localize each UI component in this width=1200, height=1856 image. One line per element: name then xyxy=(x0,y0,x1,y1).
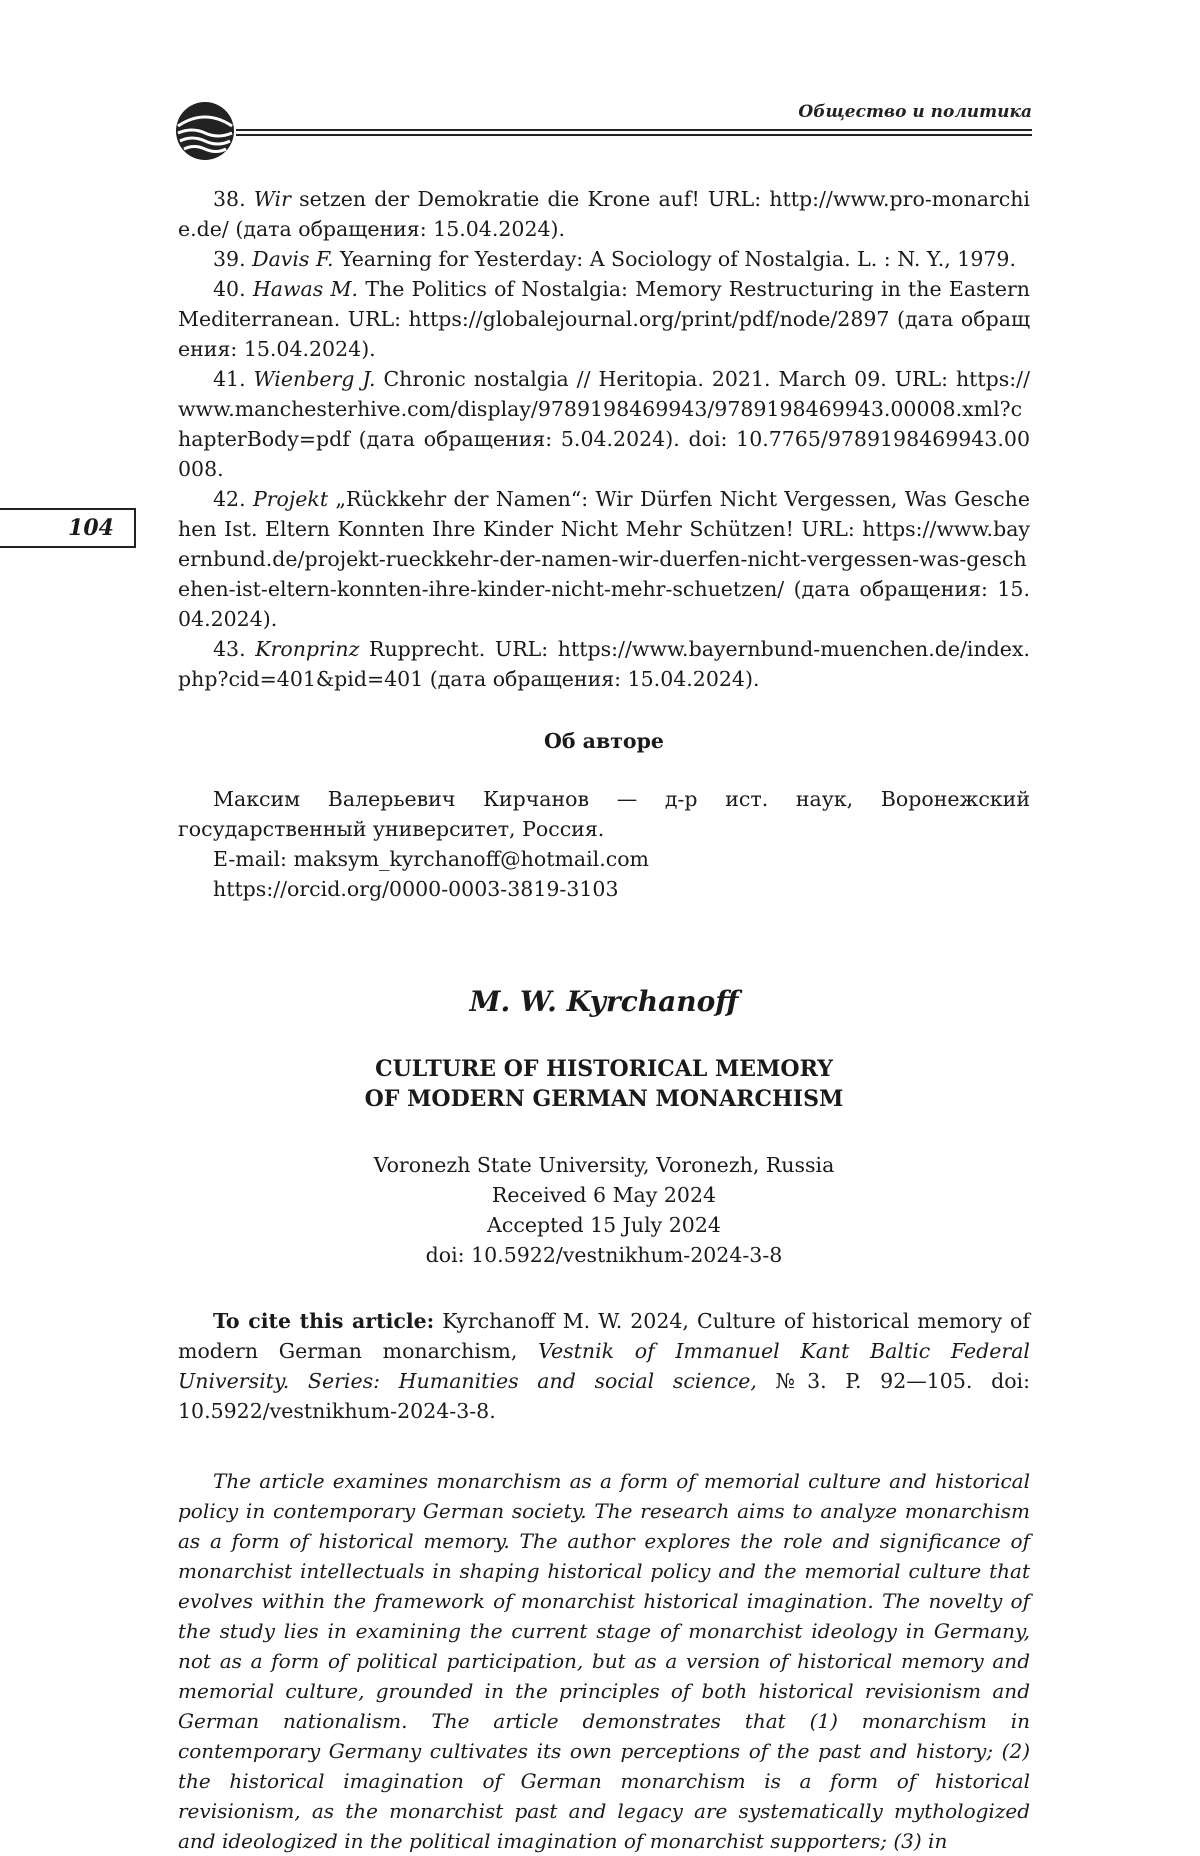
section-title: Общество и политика xyxy=(798,102,1032,122)
about-author-heading: Об авторе xyxy=(544,729,664,753)
reference-item: 39. Davis F. Yearning for Yesterday: A Sociology of Nostalgia. L. : N. Y., 1979. xyxy=(213,247,1016,271)
journal-logo-icon xyxy=(174,100,236,162)
reference-item: 41. Wienberg J. Chronic nostalgia // Heritopia. 2021. March 09. URL: https://www.manchesterhive.com/display/9789198469943/9789198469943.00008.xml?chapterBody=pdf (дата обращения: 5.04.2024). doi: 10.7765/9789198469943.00008. xyxy=(178,367,1030,481)
author-email: E-mail: maksym_kyrchanoff@hotmail.com xyxy=(213,847,649,871)
header-rule xyxy=(236,129,1032,131)
page-number: 104 xyxy=(0,508,136,548)
header-rule xyxy=(236,134,1032,136)
doi: doi: 10.5922/vestnikhum-2024-3-8 xyxy=(425,1243,783,1267)
reference-item: 43. Kronprinz Rupprecht. URL: https://www.bayernbund-muenchen.de/index.php?cid=401&pid=401 (дата обращения: 15.04.2024). xyxy=(178,637,1030,691)
reference-list xyxy=(178,184,1030,694)
author-bio: Максим Валерьевич Кирчанов — д-р ист. наук, Воронежский государственный университет, Россия. xyxy=(178,787,1030,841)
article-title: CULTURE OF HISTORICAL MEMORY OF MODERN GERMAN MONARCHISM xyxy=(364,1056,844,1112)
main-content xyxy=(178,184,1030,1856)
article-meta xyxy=(178,1150,1030,1270)
article-author: M. W. Kyrchanoff xyxy=(469,985,739,1018)
affiliation: Voronezh State University, Voronezh, Russia xyxy=(373,1153,835,1177)
accepted-date: Accepted 15 July 2024 xyxy=(487,1213,721,1237)
reference-item: 40. Hawas M. The Politics of Nostalgia: Memory Restructuring in the Eastern Mediterranean. URL: https://globalejournal.org/print/pdf/node/2897 (дата обращения: 15.04.2024). xyxy=(178,277,1030,361)
author-orcid: https://orcid.org/0000-0003-3819-3103 xyxy=(213,877,619,901)
abstract: The article examines monarchism as a form of memorial culture and historical policy in contemporary German society. The research aims to analyze monarchism as a form of historical memory. The author explores the role and significance of monarchist intellectuals in shaping historical policy and the memorial culture that evolves within the framework of monarchist historical imagination. The novelty of the study lies in examining the current stage of monarchist ideology in Germany, not as a form of political participation, but as a version of historical memory and memorial culture, grounded in the principles of both historical revisionism and German nationalism. The article demonstrates that (1) monarchism in contemporary Germany cultivates its own perceptions of the past and history; (2) the historical imagination of German monarchism is a form of historical revisionism, as the monarchist past and legacy are systematically mythologized and ideologized in the political imagination of monarchist supporters; (3) in xyxy=(178,1469,1030,1853)
received-date: Received 6 May 2024 xyxy=(491,1183,717,1207)
reference-item: 38. Wir setzen der Demokratie die Krone auf! URL: http://www.pro-monarchie.de/ (дата обращения: 15.04.2024). xyxy=(178,187,1030,241)
citation: To cite this article: Kyrchanoff M. W. 2024, Culture of historical memory of modern German monarchism, Vestnik of Immanuel Kant Baltic Federal University. Series: Humanities and social science, №3. P. 92—105. doi: 10.5922/vestnikhum-2024-3-8. xyxy=(178,1309,1031,1423)
reference-item: 42. Projekt „Rückkehr der Namen“: Wir Dürfen Nicht Vergessen, Was Geschehen Ist. Eltern Konnten Ihre Kinder Nicht Mehr Schützen! URL: https://www.bayernbund.de/projekt-rueckkehr-der-namen-wir-duerfen-nicht-vergessen-was-geschehen-ist-eltern-konnten-ihre-kinder-nicht-mehr-schuetzen/ (дата обращения: 15.04.2024). xyxy=(178,487,1030,631)
about-author xyxy=(178,784,1030,904)
